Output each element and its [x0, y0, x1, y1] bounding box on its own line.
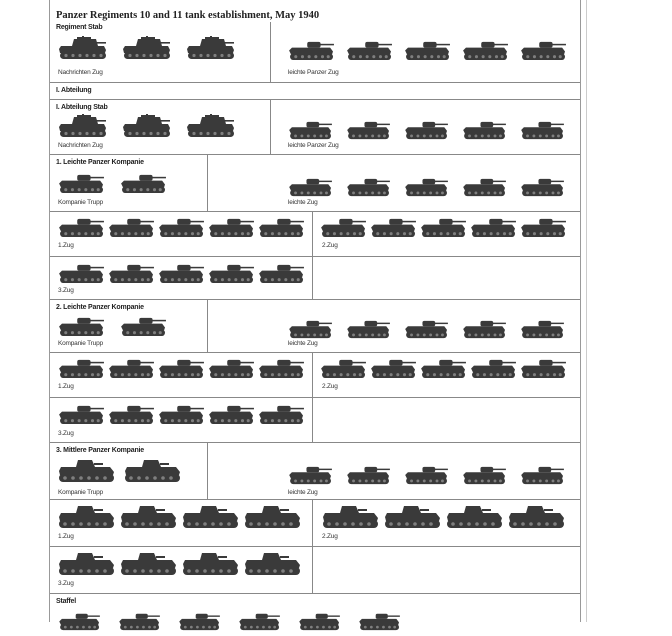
abteilung-stab-row — [50, 100, 580, 155]
document-page — [49, 0, 581, 622]
light-tank-icon — [462, 465, 508, 485]
document-title: Panzer Regiments 10 and 11 tank establishment, May 1940 — [56, 10, 320, 21]
light-tank-icon — [462, 120, 508, 140]
light-tank-icon — [288, 120, 334, 140]
light-tank-icon — [258, 217, 306, 238]
kompanie3-right-caption: leichte Zug — [288, 489, 318, 496]
light-tank-icon — [520, 465, 566, 485]
command-tank-icon — [122, 36, 172, 60]
command-tank-icon — [186, 114, 236, 138]
medium-tank-icon — [244, 552, 302, 576]
page-edge — [586, 0, 587, 622]
light-tank-icon — [258, 263, 306, 284]
medium-tank-icon — [244, 505, 302, 529]
kompanie2-zug2-caption: 2.Zug — [322, 383, 338, 390]
light-tank-icon — [158, 263, 206, 284]
light-tank-icon — [346, 40, 394, 61]
kompanie2-right-caption: leichte Zug — [288, 340, 318, 347]
light-tank-icon — [208, 263, 256, 284]
medium-tank-icon — [508, 505, 566, 529]
light-tank-icon — [404, 40, 452, 61]
medium-tank-icon — [58, 552, 116, 576]
divider — [312, 398, 313, 442]
light-tank-icon — [404, 319, 450, 339]
kompanie3-zug-row — [50, 500, 580, 547]
divider — [312, 212, 313, 256]
light-tank-icon — [158, 358, 206, 379]
light-tank-icon — [120, 316, 168, 337]
divider — [207, 155, 208, 211]
medium-tank-icon — [120, 552, 178, 576]
kompanie1-right-caption: leichte Zug — [288, 199, 318, 206]
light-tank-icon — [420, 217, 468, 238]
kompanie1-zug2-caption: 2.Zug — [322, 242, 338, 249]
light-tank-icon — [346, 177, 392, 197]
light-tank-icon — [520, 40, 568, 61]
abteilung-stab-label: I. Abteilung Stab — [56, 104, 108, 111]
medium-tank-icon — [384, 505, 442, 529]
divider — [312, 353, 313, 397]
kompanie3-left-caption: Kompanie Trupp — [58, 489, 103, 496]
light-tank-icon — [462, 40, 510, 61]
light-tank-icon — [108, 358, 156, 379]
staffel-row — [50, 594, 580, 634]
light-tank-icon — [520, 177, 566, 197]
kompanie1-label: 1. Leichte Panzer Kompanie — [56, 159, 144, 166]
light-tank-icon — [258, 404, 306, 425]
kompanie2-header-row — [50, 300, 580, 353]
light-tank-icon — [288, 177, 334, 197]
command-tank-icon — [58, 114, 108, 138]
divider — [207, 300, 208, 352]
divider — [270, 22, 271, 82]
kompanie1-header-row — [50, 155, 580, 212]
kompanie1-zug3-caption: 3.Zug — [58, 287, 74, 294]
light-tank-icon — [520, 217, 568, 238]
light-tank-icon — [58, 217, 106, 238]
light-tank-icon — [346, 319, 392, 339]
medium-tank-icon — [120, 505, 178, 529]
light-tank-icon — [404, 120, 450, 140]
medium-tank-icon — [58, 459, 116, 483]
light-tank-icon — [158, 404, 206, 425]
kompanie2-left-caption: Kompanie Trupp — [58, 340, 103, 347]
command-tank-icon — [122, 114, 172, 138]
abteilung-label: I. Abteilung — [56, 87, 92, 94]
light-tank-icon — [346, 120, 392, 140]
medium-tank-icon — [58, 505, 116, 529]
light-tank-icon — [58, 358, 106, 379]
light-tank-icon — [288, 465, 334, 485]
light-tank-icon — [520, 358, 568, 379]
kompanie3-zug1-caption: 1.Zug — [58, 533, 74, 540]
light-tank-icon — [158, 217, 206, 238]
light-tank-icon — [320, 217, 368, 238]
abteilung-row — [50, 83, 580, 100]
divider — [312, 257, 313, 299]
light-tank-icon — [58, 404, 106, 425]
kompanie1-zug-row — [50, 212, 580, 257]
light-tank-icon — [288, 40, 336, 61]
kompanie1-zug3-row — [50, 257, 580, 300]
light-tank-icon — [470, 217, 518, 238]
kompanie2-label: 2. Leichte Panzer Kompanie — [56, 304, 144, 311]
divider — [312, 500, 313, 546]
command-tank-icon — [58, 36, 108, 60]
kompanie3-zug2-caption: 2.Zug — [322, 533, 338, 540]
kompanie1-zug1-caption: 1.Zug — [58, 242, 74, 249]
abteilung-stab-left-caption: Nachrichten Zug — [58, 142, 103, 149]
light-tank-icon — [462, 319, 508, 339]
light-tank-icon — [346, 465, 392, 485]
divider — [207, 443, 208, 499]
light-tank-icon — [108, 404, 156, 425]
light-tank-icon — [58, 316, 106, 337]
abteilung-stab-right-caption: leichte Panzer Zug — [288, 142, 339, 149]
light-tank-icon — [208, 404, 256, 425]
regiment-stab-row — [50, 22, 580, 83]
light-tank-icon — [470, 358, 518, 379]
light-tank-icon — [108, 217, 156, 238]
light-tank-icon — [58, 173, 106, 194]
light-tank-icon — [370, 217, 418, 238]
light-tank-icon — [462, 177, 508, 197]
kompanie1-left-caption: Kompanie Trupp — [58, 199, 103, 206]
kompanie2-zug3-caption: 3.Zug — [58, 430, 74, 437]
kompanie3-header-row — [50, 443, 580, 500]
kompanie3-zug3-row — [50, 547, 580, 594]
staffel-label: Staffel — [56, 598, 76, 605]
divider — [312, 547, 313, 593]
light-tank-icon — [208, 358, 256, 379]
regiment-stab-label: Regiment Stab — [56, 24, 103, 31]
medium-tank-icon — [322, 505, 380, 529]
light-tank-icon — [520, 319, 566, 339]
light-tank-icon — [108, 263, 156, 284]
light-tank-icon — [120, 173, 168, 194]
kompanie3-zug3-caption: 3.Zug — [58, 580, 74, 587]
medium-tank-icon — [446, 505, 504, 529]
medium-tank-icon — [182, 552, 240, 576]
medium-tank-icon — [182, 505, 240, 529]
light-tank-icon — [288, 319, 334, 339]
light-tank-icon — [258, 358, 306, 379]
light-tank-icon — [404, 177, 450, 197]
light-tank-icon — [58, 263, 106, 284]
light-tank-icon — [320, 358, 368, 379]
light-tank-icon — [404, 465, 450, 485]
regiment-stab-right-caption: leichte Panzer Zug — [288, 69, 339, 76]
light-tank-icon — [420, 358, 468, 379]
light-tank-icon — [370, 358, 418, 379]
regiment-stab-left-caption: Nachrichten Zug — [58, 69, 103, 76]
light-tank-icon — [208, 217, 256, 238]
medium-tank-icon — [124, 459, 182, 483]
kompanie2-zug-row — [50, 353, 580, 398]
kompanie3-label: 3. Mittlere Panzer Kompanie — [56, 447, 144, 454]
divider — [270, 100, 271, 154]
command-tank-icon — [186, 36, 236, 60]
light-tank-icon — [520, 120, 566, 140]
kompanie2-zug1-caption: 1.Zug — [58, 383, 74, 390]
kompanie2-zug3-row — [50, 398, 580, 443]
